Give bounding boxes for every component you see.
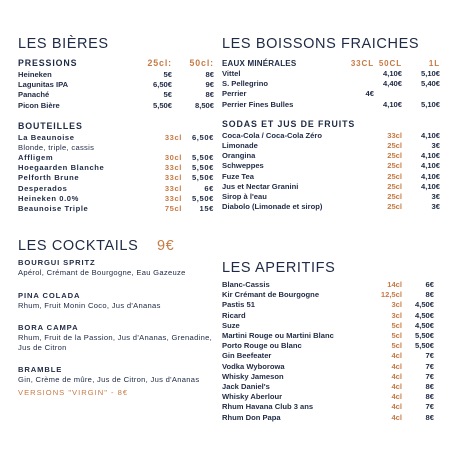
- list-item: Jack Daniel's 4cl 8€: [222, 382, 434, 392]
- list-item: Whisky Jameson 4cl 7€: [222, 371, 434, 381]
- list-item: Lagunitas IPA 6,50€ 9€: [18, 80, 214, 90]
- cocktail-desc: Rhum, Fruit de la Passion, Jus d'Ananas, Grenadine, Jus de Citron: [18, 333, 213, 352]
- list-item: Kir Crémant de Bourgogne 12,5cl 8€: [222, 290, 434, 300]
- list-item: Heineken 0.0% 33cl 5,50€: [18, 193, 214, 203]
- list-item: Perrier 4€: [222, 89, 374, 99]
- aperitifs-title: LES APERITIFS: [222, 260, 336, 276]
- cocktail-name: BRAMBLE: [18, 365, 63, 374]
- bieres-title: LES BIÈRES: [18, 36, 109, 52]
- list-item: Perrier Fines Bulles 4,10€ 5,10€: [222, 99, 440, 109]
- list-item: Orangina 25cl 4,10€: [222, 151, 440, 161]
- list-item: Sirop à l'eau 25cl 3€: [222, 192, 440, 202]
- list-item: Vittel 4,10€ 5,10€: [222, 69, 440, 78]
- cocktails-title-row: [18, 238, 214, 254]
- list-item: Pelforth Brune 33cl 5,50€: [18, 173, 214, 183]
- list-item: La Beaunoise 33cl 6,50€: [18, 132, 214, 142]
- cocktails-title: LES COCKTAILS: [18, 238, 139, 254]
- list-item: Coca-Cola / Coca-Cola Zéro 33cl 4,10€: [222, 130, 440, 140]
- list-item: Schweppes 25cl 4,10€: [222, 161, 440, 171]
- list-item: Rhum Don Papa 4cl 8€: [222, 412, 434, 422]
- list-item: Affligem 30cl 5,50€: [18, 153, 214, 163]
- boissons-section: [222, 36, 440, 212]
- list-item: Rhum Havana Club 3 ans 4cl 7€: [222, 402, 434, 412]
- bouteilles-label: BOUTEILLES: [18, 120, 83, 131]
- beaunoise-description: Blonde, triple, cassis: [18, 143, 95, 153]
- list-item: Ricard 3cl 4,50€: [222, 310, 434, 320]
- list-item: Heineken 5€ 8€: [18, 70, 214, 79]
- sodas-list: [222, 131, 440, 213]
- list-item: S. Pellegrino 4,40€ 5,40€: [222, 79, 440, 89]
- list-item: Diabolo (Limonade et sirop) 25cl 3€: [222, 202, 440, 212]
- list-item: Suze 5cl 4,50€: [222, 320, 434, 330]
- eaux-header: [222, 58, 440, 69]
- eaux-col-1l: 1L: [428, 59, 440, 68]
- bouteilles-list: [18, 133, 214, 214]
- cocktail-name: BOURGUI SPRITZ: [18, 258, 96, 267]
- list-item: Pastis 51 3cl 4,50€: [222, 300, 434, 310]
- cocktails-section: [18, 238, 214, 398]
- list-item: Martini Rouge ou Martini Blanc 5cl 5,50€: [222, 331, 434, 341]
- list-item: Jus et Nectar Granini 25cl 4,10€: [222, 181, 440, 191]
- list-item: Panaché 5€ 8€: [18, 90, 214, 100]
- cocktail-desc: Gin, Crème de mûre, Jus de Citron, Jus d'Ananas: [18, 375, 200, 384]
- list-item: Limonade 25cl 3€: [222, 141, 440, 151]
- pressions-list: [18, 70, 214, 111]
- pressions-header: [18, 58, 214, 69]
- cocktail-desc: Rhum, Fruit Monin Coco, Jus d'Ananas: [18, 301, 161, 310]
- cocktail-name: BORA CAMPA: [18, 323, 79, 332]
- eaux-col-50: 50CL: [378, 59, 402, 68]
- list-item: Whisky Aberlour 4cl 8€: [222, 392, 434, 402]
- list-item: Porto Rouge ou Blanc 5cl 5,50€: [222, 341, 434, 351]
- eaux-list: [222, 69, 440, 110]
- list-item: Vodka Wyborowa 4cl 7€: [222, 361, 434, 371]
- pressions-col-25: 25cl:: [147, 58, 172, 68]
- cocktail-desc: Apérol, Crémant de Bourgogne, Eau Gazeuze: [18, 268, 186, 277]
- sodas-header: [222, 119, 440, 130]
- list-item: Blanc-Cassis 14cl 6€: [222, 280, 434, 289]
- virgin-versions-note: VERSIONS "VIRGIN" - 8€: [18, 388, 129, 397]
- eaux-label: EAUX MINÉRALES: [222, 59, 297, 68]
- list-item: Hoegaarden Blanche 33cl 5,50€: [18, 163, 214, 173]
- pressions-col-50: 50cl:: [189, 58, 214, 68]
- bieres-section: [18, 36, 214, 214]
- list-item: Gin Beefeater 4cl 7€: [222, 351, 434, 361]
- list-item: Picon Bière 5,50€ 8,50€: [18, 100, 214, 110]
- pressions-label: PRESSIONS: [18, 58, 78, 68]
- cocktail-item: [18, 364, 214, 385]
- list-item: Desperados 33cl 6€: [18, 183, 214, 193]
- cocktail-item: [18, 322, 214, 353]
- bouteilles-header: [18, 121, 214, 132]
- cocktail-name: PINA COLADA: [18, 291, 81, 300]
- list-item: Fuze Tea 25cl 4,10€: [222, 171, 440, 181]
- list-item: Beaunoise Triple 75cl 15€: [18, 204, 214, 214]
- sodas-label: SODAS ET JUS DE FRUITS: [222, 118, 356, 129]
- aperitifs-section: [222, 260, 440, 423]
- eaux-col-33: 33CL: [350, 59, 374, 68]
- boissons-title: LES BOISSONS FRAICHES: [222, 36, 420, 52]
- cocktail-item: [18, 290, 214, 311]
- cocktails-price: 9€: [157, 238, 175, 254]
- cocktail-item: [18, 257, 214, 278]
- aperitifs-list: [222, 280, 434, 423]
